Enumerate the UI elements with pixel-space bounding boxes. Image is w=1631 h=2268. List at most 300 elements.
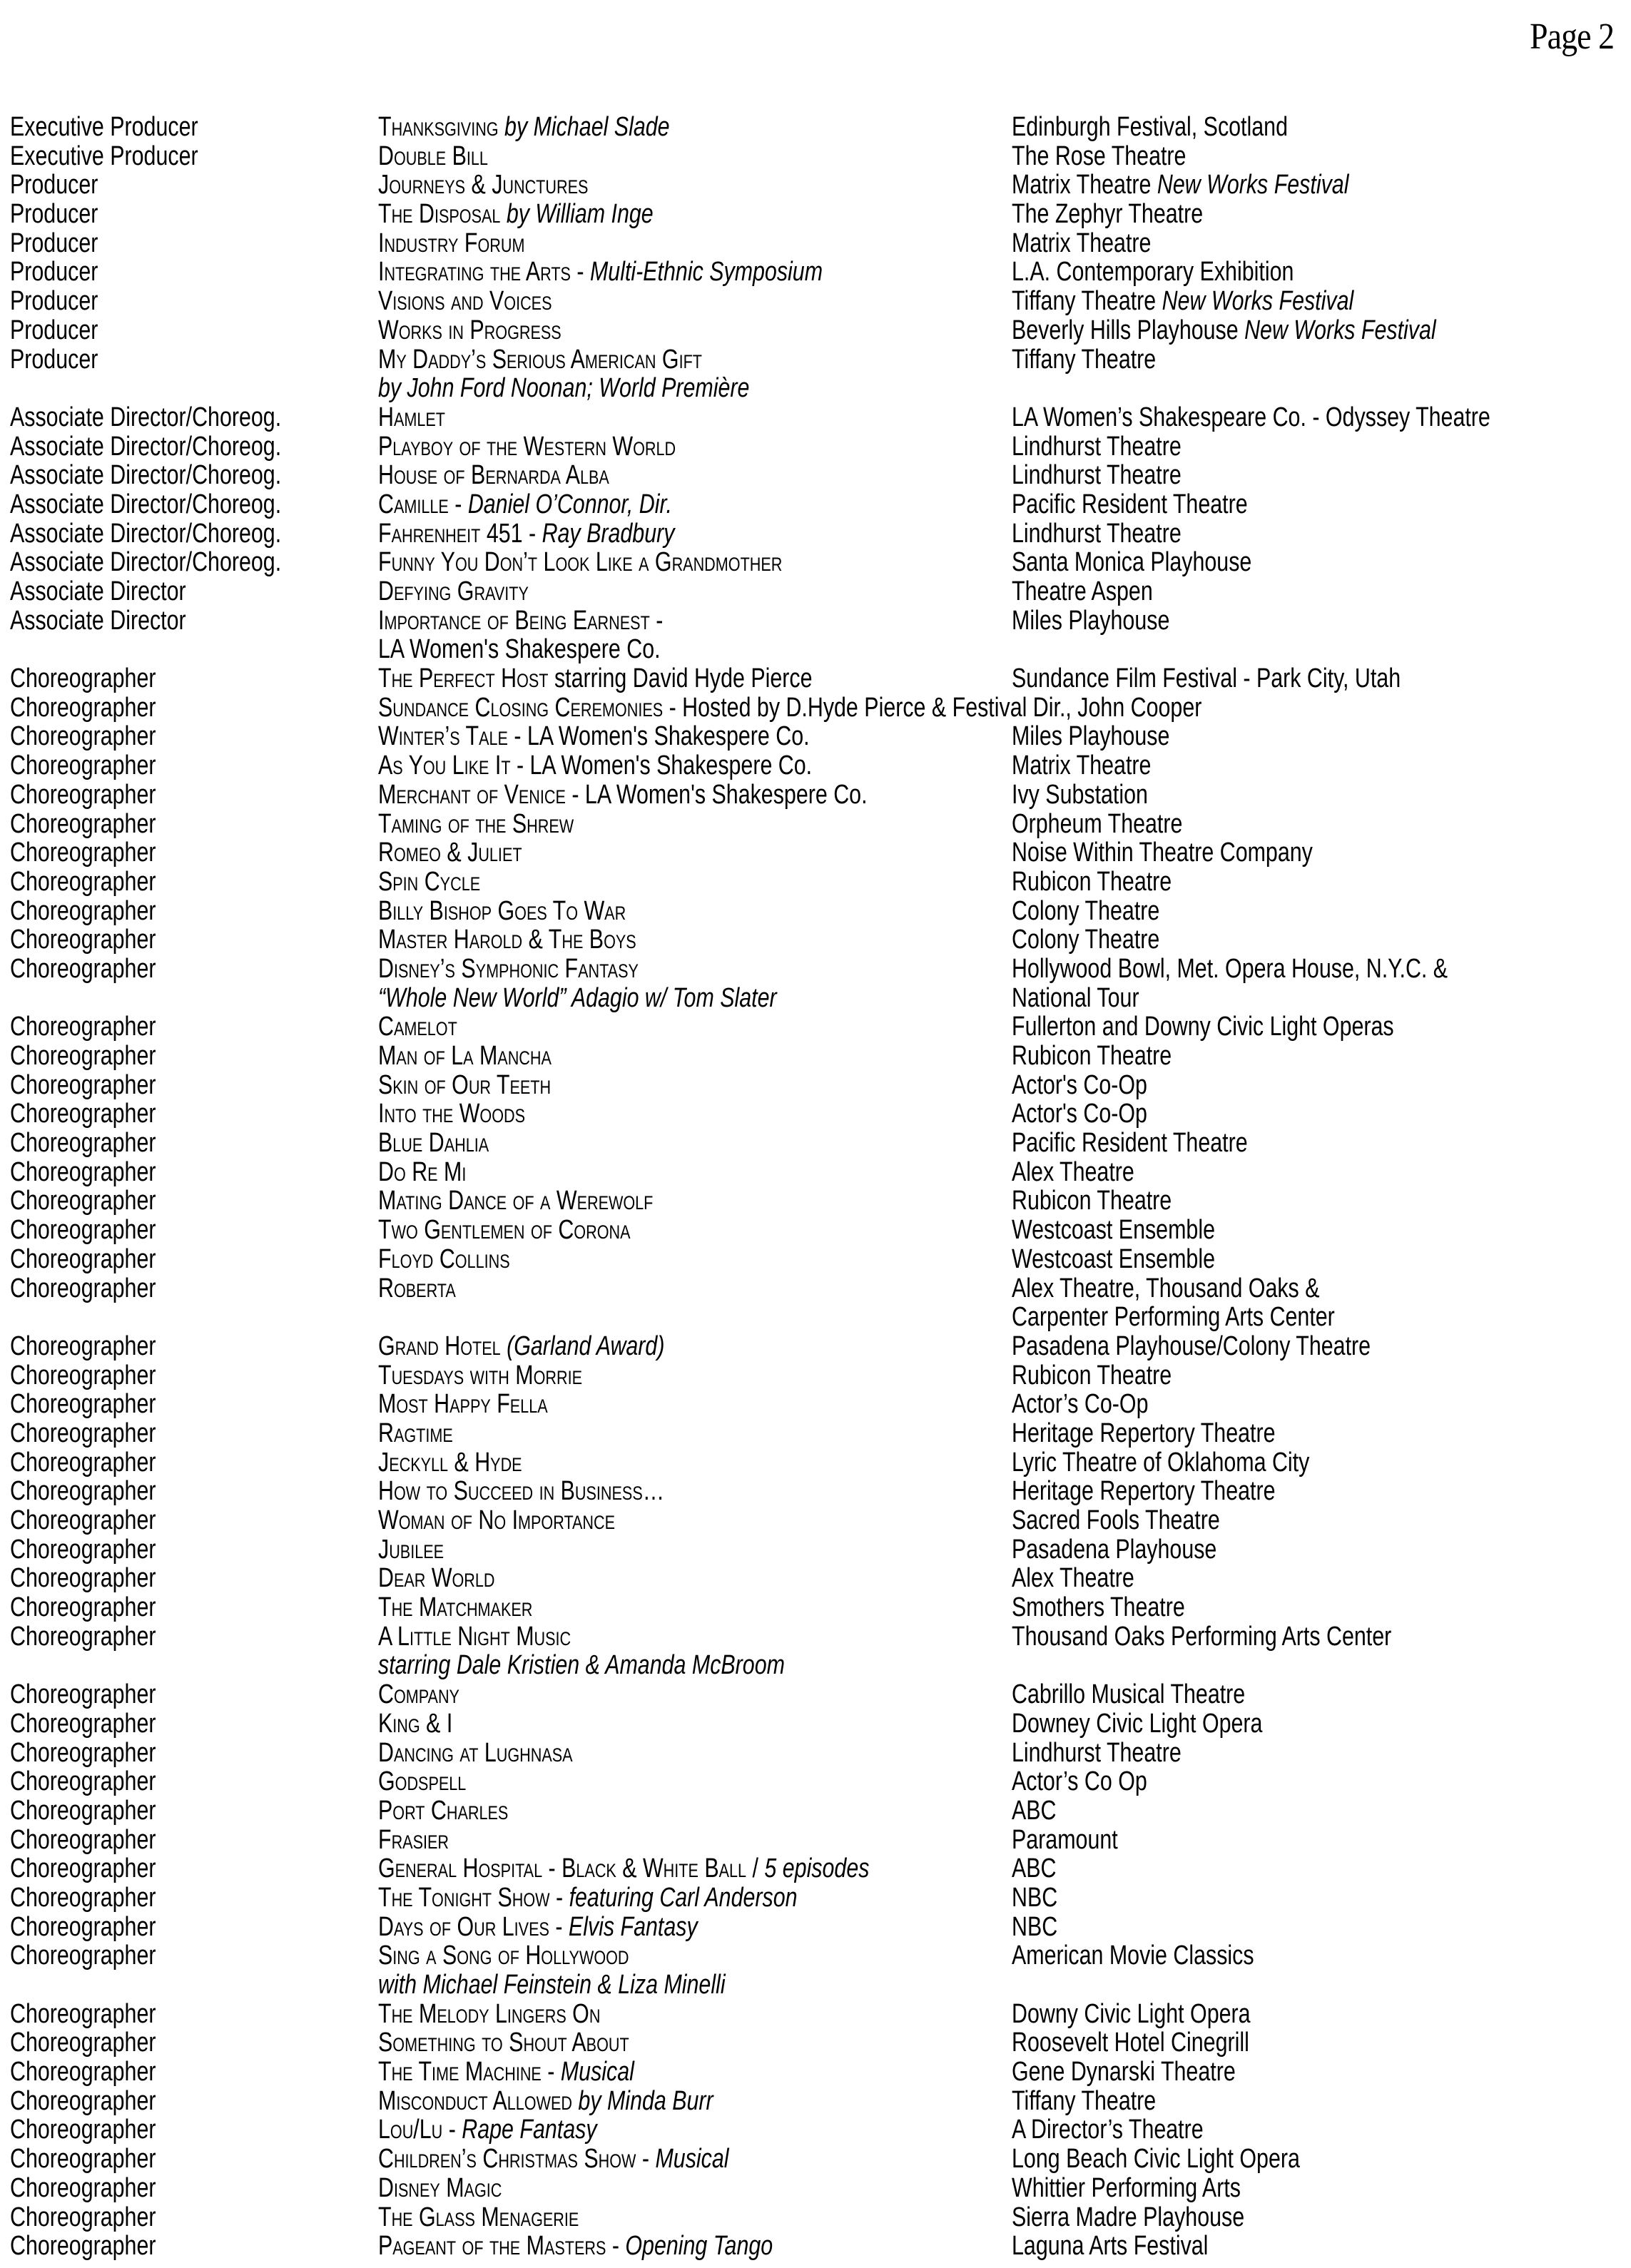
credit-venue bbox=[1012, 2145, 1300, 2174]
credit-venue bbox=[1012, 1186, 1172, 1216]
credit-work bbox=[378, 1361, 582, 1390]
credit-work-segment: starring Dale Kristien & Amanda McBroom bbox=[378, 1650, 785, 1681]
credit-role: Choreographer bbox=[10, 1853, 156, 1884]
credit-work-segment: As You Like It bbox=[378, 751, 511, 781]
credit-role: Choreographer bbox=[10, 953, 156, 984]
credit-venue bbox=[1012, 1535, 1216, 1565]
credit-work bbox=[378, 1883, 798, 1913]
credit-venue bbox=[1012, 1680, 1245, 1709]
credit-work bbox=[378, 1274, 456, 1303]
credit-role: Choreographer bbox=[10, 663, 156, 694]
credit-work-segment: General Hospital - Black & White Ball bbox=[378, 1853, 747, 1884]
credit-work bbox=[378, 258, 823, 287]
credit-venue-segment: Downy Civic Light Opera bbox=[1012, 1998, 1251, 2029]
credit-role: Choreographer bbox=[10, 1418, 156, 1448]
credit-row bbox=[0, 1477, 1631, 1506]
credit-row bbox=[0, 1506, 1631, 1535]
credit-work bbox=[378, 955, 639, 984]
credit-venue bbox=[1012, 838, 1313, 868]
credit-venue-segment: Sundance Film Festival - Park City, Utah bbox=[1012, 663, 1401, 694]
credit-work-segment: Spin Cycle bbox=[378, 866, 481, 897]
credit-row bbox=[0, 1680, 1631, 1709]
credit-venue-segment: Rubicon Theatre bbox=[1012, 1360, 1172, 1390]
credit-work bbox=[378, 606, 663, 636]
credit-venue-segment: Lindhurst Theatre bbox=[1012, 460, 1182, 491]
credit-row bbox=[0, 810, 1631, 839]
credit-work-segment: Mating Dance of a Werewolf bbox=[378, 1186, 654, 1216]
credit-venue-segment: The Rose Theatre bbox=[1012, 141, 1187, 171]
credit-venue-segment: A Director’s Theatre bbox=[1012, 2115, 1204, 2145]
credit-work-segment: Misconduct Allowed bbox=[378, 2085, 572, 2116]
credit-work-segment: House of Bernarda Alba bbox=[378, 460, 609, 491]
credit-venue bbox=[1012, 1071, 1147, 1100]
credit-venue bbox=[1012, 1593, 1185, 1622]
credit-row bbox=[0, 1739, 1631, 1768]
credit-work-segment: How to Succeed in Business… bbox=[378, 1476, 665, 1507]
credit-work bbox=[378, 897, 626, 926]
credit-venue bbox=[1012, 1158, 1134, 1187]
credit-work-segment: Thanksgiving bbox=[378, 112, 499, 142]
credit-role: Choreographer bbox=[10, 925, 156, 955]
credit-row bbox=[0, 2058, 1631, 2087]
credit-venue bbox=[1012, 1332, 1371, 1361]
credit-venue bbox=[1012, 1883, 1057, 1913]
credit-venue-segment: Pasadena Playhouse/Colony Theatre bbox=[1012, 1331, 1371, 1361]
credit-row bbox=[0, 229, 1631, 258]
credit-venue bbox=[1012, 1739, 1182, 1768]
credit-venue bbox=[1012, 897, 1159, 926]
credit-work bbox=[378, 1332, 664, 1361]
credit-work-segment: - LA Women's Shakespere Co. bbox=[510, 751, 813, 781]
credit-venue bbox=[1012, 1042, 1172, 1071]
credit-venue-segment: American Movie Classics bbox=[1012, 1941, 1254, 1971]
credit-work-segment: - bbox=[448, 489, 468, 519]
credit-venue bbox=[1012, 2000, 1251, 2029]
credit-work-segment: Disney Magic bbox=[378, 2172, 502, 2203]
credit-venue-segment: Ivy Substation bbox=[1012, 779, 1148, 810]
credit-venue bbox=[1012, 955, 1448, 984]
credit-work-segment: Lou/Lu bbox=[378, 2115, 443, 2145]
credit-work bbox=[378, 1593, 532, 1622]
credit-role: Choreographer bbox=[10, 2172, 156, 2203]
credit-row bbox=[0, 316, 1631, 345]
credit-row bbox=[0, 2174, 1631, 2203]
credit-venue-segment: Rubicon Theatre bbox=[1012, 1041, 1172, 1071]
credit-row bbox=[0, 984, 1631, 1013]
credit-work-segment: - bbox=[570, 257, 590, 288]
credit-work-segment: Importance of Being Earnest bbox=[378, 605, 650, 636]
credit-work bbox=[378, 780, 868, 810]
credit-venue bbox=[1012, 868, 1172, 897]
credit-role: Choreographer bbox=[10, 751, 156, 781]
credit-venue-segment: Hollywood Bowl, Met. Opera House, N.Y.C. & bbox=[1012, 953, 1448, 984]
credit-role: Producer bbox=[10, 228, 98, 258]
credit-row bbox=[0, 838, 1631, 868]
credit-work-segment: Dancing at Lughnasa bbox=[378, 1737, 573, 1768]
credit-work bbox=[378, 316, 562, 345]
credit-venue-segment: Thousand Oaks Performing Arts Center bbox=[1012, 1621, 1392, 1652]
credit-work bbox=[378, 693, 1201, 723]
credit-work bbox=[378, 2087, 713, 2116]
credit-venue-segment: Actor’s Co-Op bbox=[1012, 1389, 1149, 1420]
credit-venue bbox=[1012, 432, 1182, 462]
credit-venue-segment: Actor's Co-Op bbox=[1012, 1069, 1147, 1100]
credit-venue bbox=[1012, 2058, 1236, 2087]
credit-work bbox=[378, 1448, 522, 1478]
credit-work-segment: Two Gentlemen of Corona bbox=[378, 1215, 631, 1246]
credit-venue-segment: ABC bbox=[1012, 1853, 1057, 1884]
credit-row bbox=[0, 635, 1631, 664]
credit-row bbox=[0, 1593, 1631, 1622]
credit-row bbox=[0, 548, 1631, 577]
credit-venue-segment: National Tour bbox=[1012, 982, 1139, 1013]
credit-work-segment: Works in Progress bbox=[378, 315, 562, 345]
credit-venue bbox=[1012, 1941, 1254, 1970]
credit-venue-segment: Carpenter Performing Arts Center bbox=[1012, 1302, 1335, 1333]
credit-row bbox=[0, 432, 1631, 462]
credit-venue-segment: Alex Theatre bbox=[1012, 1156, 1134, 1187]
credit-role: Choreographer bbox=[10, 2144, 156, 2175]
credit-role: Associate Director/Choreog. bbox=[10, 431, 282, 462]
credit-work bbox=[378, 577, 529, 606]
credit-work-segment: Journeys & Junctures bbox=[378, 170, 589, 200]
credit-work bbox=[378, 1042, 552, 1071]
credit-work bbox=[378, 1535, 444, 1565]
credit-venue bbox=[1012, 2087, 1156, 2116]
credit-venue-segment: Pacific Resident Theatre bbox=[1012, 1128, 1248, 1159]
credit-work-segment: Into the Woods bbox=[378, 1099, 526, 1129]
credit-role: Producer bbox=[10, 257, 98, 288]
credit-row bbox=[0, 1913, 1631, 1942]
credit-work-segment: Musical bbox=[560, 2057, 634, 2088]
credit-venue-segment: Rubicon Theatre bbox=[1012, 1186, 1172, 1216]
credit-venue bbox=[1012, 577, 1153, 606]
credit-venue-segment: Sierra Madre Playhouse bbox=[1012, 2202, 1245, 2232]
credit-venue bbox=[1012, 1767, 1147, 1796]
credit-work bbox=[378, 142, 488, 171]
credit-venue bbox=[1012, 1854, 1057, 1883]
credit-venue-segment: Pasadena Playhouse bbox=[1012, 1534, 1217, 1565]
credit-work-segment: Floyd Collins bbox=[378, 1244, 510, 1274]
credit-role: Choreographer bbox=[10, 808, 156, 839]
credit-work-segment: Romeo & Juliet bbox=[378, 838, 522, 868]
credit-work-segment: Merchant of Venice bbox=[378, 779, 566, 810]
credit-row bbox=[0, 519, 1631, 549]
credit-work-segment: Billy Bishop Goes To War bbox=[378, 895, 626, 926]
credit-venue bbox=[1012, 403, 1490, 432]
credit-row bbox=[0, 1941, 1631, 1970]
credit-venue-segment: Smothers Theatre bbox=[1012, 1592, 1185, 1623]
credit-work-segment: Dear World bbox=[378, 1563, 495, 1594]
credit-role: Choreographer bbox=[10, 2057, 156, 2088]
credit-role: Choreographer bbox=[10, 1882, 156, 1913]
credit-venue-segment: Heritage Repertory Theatre bbox=[1012, 1476, 1276, 1507]
credit-venue bbox=[1012, 113, 1288, 142]
credit-role: Producer bbox=[10, 344, 98, 375]
credit-venue bbox=[1012, 925, 1159, 955]
credit-work-segment: Multi-Ethnic Symposium bbox=[589, 257, 823, 288]
credit-work-segment: by William Inge bbox=[500, 199, 654, 230]
credit-work-segment: Most Happy Fella bbox=[378, 1389, 548, 1420]
credit-row bbox=[0, 1651, 1631, 1680]
credit-venue-segment: Tiffany Theatre bbox=[1012, 2085, 1157, 2116]
credit-work bbox=[378, 432, 676, 462]
credit-row bbox=[0, 897, 1631, 926]
credit-work-segment: Elvis Fantasy bbox=[568, 1911, 698, 1942]
credit-work-segment: Pageant of the Masters bbox=[378, 2231, 606, 2262]
credit-role: Choreographer bbox=[10, 1563, 156, 1594]
credit-work-segment: Taming of the Shrew bbox=[378, 808, 574, 839]
credit-venue bbox=[1012, 1622, 1391, 1652]
credit-work-segment: Ragtime bbox=[378, 1418, 453, 1448]
credit-row bbox=[0, 1448, 1631, 1478]
credit-venue bbox=[1012, 1216, 1215, 1245]
credit-venue bbox=[1012, 751, 1151, 780]
credit-work-segment: by Minda Burr bbox=[571, 2085, 713, 2116]
credit-role: Choreographer bbox=[10, 1708, 156, 1739]
credit-role: Choreographer bbox=[10, 1679, 156, 1710]
credit-venue-segment: Long Beach Civic Light Opera bbox=[1012, 2144, 1300, 2175]
credit-work-segment: by Michael Slade bbox=[498, 112, 670, 142]
credit-venue-segment: Lindhurst Theatre bbox=[1012, 431, 1182, 462]
credit-row bbox=[0, 345, 1631, 375]
credit-row bbox=[0, 2232, 1631, 2261]
credit-work bbox=[378, 1390, 548, 1419]
credit-work-segment: - Hosted by D.Hyde Pierce & Festival Dir., John Cooper bbox=[663, 692, 1202, 723]
credit-work bbox=[378, 984, 777, 1013]
credit-work-segment: Defying Gravity bbox=[378, 576, 529, 606]
credit-work-segment: Man of La Mancha bbox=[378, 1041, 552, 1071]
credit-work bbox=[378, 2145, 729, 2174]
credit-row bbox=[0, 1274, 1631, 1303]
credit-work bbox=[378, 1651, 785, 1680]
credit-work-segment: Disney’s Symphonic Fantasy bbox=[378, 953, 639, 984]
credit-work bbox=[378, 1419, 453, 1448]
credit-work-segment: 5 episodes bbox=[764, 1853, 870, 1884]
credit-venue bbox=[1012, 345, 1156, 375]
credit-role: Associate Director/Choreog. bbox=[10, 460, 282, 491]
credit-venue-segment: Pacific Resident Theatre bbox=[1012, 489, 1248, 519]
credit-row bbox=[0, 1826, 1631, 1855]
credit-work-segment: - bbox=[649, 605, 664, 636]
credit-venue bbox=[1012, 287, 1353, 316]
credit-work-segment: Camelot bbox=[378, 1012, 457, 1042]
credit-venue-segment: Whittier Performing Arts bbox=[1012, 2172, 1241, 2203]
credit-row bbox=[0, 780, 1631, 810]
credit-work bbox=[378, 345, 702, 375]
credit-work-segment: The Tonight Show bbox=[378, 1882, 550, 1913]
credit-row bbox=[0, 1012, 1631, 1042]
credit-row bbox=[0, 1332, 1631, 1361]
credit-venue-segment: ABC bbox=[1012, 1795, 1057, 1826]
credit-venue bbox=[1012, 2232, 1208, 2261]
credit-venue bbox=[1012, 810, 1182, 839]
credit-work-segment: Rape Fantasy bbox=[462, 2115, 597, 2145]
credit-role: Choreographer bbox=[10, 692, 156, 723]
credit-work-segment: Woman of No Importance bbox=[378, 1505, 616, 1535]
credit-work-segment: The Melody Lingers On bbox=[378, 1998, 601, 2029]
credit-work bbox=[378, 1796, 508, 1826]
credit-row bbox=[0, 606, 1631, 636]
credit-work bbox=[378, 1622, 571, 1652]
credit-row bbox=[0, 1390, 1631, 1419]
credit-venue-segment: Actor’s Co Op bbox=[1012, 1766, 1147, 1797]
credit-venue-segment: Roosevelt Hotel Cinegrill bbox=[1012, 2028, 1249, 2058]
credit-role: Executive Producer bbox=[10, 141, 198, 171]
credit-role: Producer bbox=[10, 170, 98, 200]
credit-role: Choreographer bbox=[10, 1331, 156, 1361]
credit-work-segment: Children’s Christmas Show bbox=[378, 2144, 636, 2175]
credit-work bbox=[378, 2115, 597, 2145]
credit-venue bbox=[1012, 1274, 1319, 1303]
credit-work bbox=[378, 925, 636, 955]
credit-venue bbox=[1012, 1012, 1394, 1042]
credit-row bbox=[0, 2203, 1631, 2232]
credit-work-segment: (Garland Award) bbox=[500, 1331, 665, 1361]
credit-work-segment: by John Ford Noonan; World Première bbox=[378, 373, 750, 404]
credit-work-segment: Musical bbox=[655, 2144, 729, 2175]
credit-work-segment: Sing a Song of Hollywood bbox=[378, 1941, 629, 1971]
credit-venue bbox=[1012, 1709, 1262, 1739]
credit-work bbox=[378, 461, 609, 490]
credit-venue bbox=[1012, 1390, 1148, 1419]
credit-work bbox=[378, 1854, 869, 1883]
credit-venue-segment: The Zephyr Theatre bbox=[1012, 199, 1204, 230]
credit-venue bbox=[1012, 316, 1436, 345]
credit-venue-segment: Lindhurst Theatre bbox=[1012, 1737, 1182, 1768]
credit-work-segment: Hamlet bbox=[378, 402, 445, 432]
credit-row bbox=[0, 1709, 1631, 1739]
credit-work bbox=[378, 200, 654, 229]
credit-work-segment: Integrating the Arts bbox=[378, 257, 571, 288]
credit-row bbox=[0, 258, 1631, 287]
credit-venue bbox=[1012, 1419, 1276, 1448]
credit-role: Choreographer bbox=[10, 2231, 156, 2262]
credit-role: Choreographer bbox=[10, 1244, 156, 1274]
credit-role: Choreographer bbox=[10, 1505, 156, 1535]
credit-row bbox=[0, 868, 1631, 897]
credit-role: Producer bbox=[10, 199, 98, 230]
credit-work bbox=[378, 548, 782, 577]
credit-work-segment: Double Bill bbox=[378, 141, 488, 171]
credit-work bbox=[378, 519, 674, 549]
credit-role: Choreographer bbox=[10, 1273, 156, 1303]
credit-row bbox=[0, 142, 1631, 171]
credit-role: Choreographer bbox=[10, 2202, 156, 2232]
credit-work-segment: Opening Tango bbox=[625, 2231, 773, 2262]
credit-work-segment: 451 - bbox=[480, 518, 542, 549]
credit-work-segment: Winter’s Tale bbox=[378, 721, 508, 752]
credit-work-segment: Blue Dahlia bbox=[378, 1128, 489, 1159]
credit-work-segment: - LA Women's Shakespere Co. bbox=[507, 721, 810, 752]
credit-venue bbox=[1012, 171, 1348, 200]
credit-venue-segment: L.A. Contemporary Exhibition bbox=[1012, 257, 1294, 288]
credit-venue bbox=[1012, 664, 1401, 693]
credit-work-segment: My Daddy’s Serious American Gift bbox=[378, 344, 702, 375]
credit-venue-segment: Actor's Co-Op bbox=[1012, 1099, 1147, 1129]
credit-work bbox=[378, 1564, 495, 1593]
credit-work bbox=[378, 1477, 664, 1506]
credit-row bbox=[0, 1158, 1631, 1187]
credit-row bbox=[0, 403, 1631, 432]
credit-venue-segment: Orpheum Theatre bbox=[1012, 808, 1183, 839]
credit-venue bbox=[1012, 1564, 1134, 1593]
credit-work bbox=[378, 2174, 502, 2203]
credit-venue-segment: New Works Festival bbox=[1244, 315, 1436, 345]
credit-venue-segment: Noise Within Theatre Company bbox=[1012, 838, 1313, 868]
credit-work bbox=[378, 1186, 653, 1216]
credit-venue bbox=[1012, 2174, 1241, 2203]
credit-work-segment: Godspell bbox=[378, 1766, 467, 1797]
credit-row bbox=[0, 287, 1631, 316]
credit-venue bbox=[1012, 1826, 1118, 1855]
credit-role: Choreographer bbox=[10, 779, 156, 810]
credit-role: Choreographer bbox=[10, 1621, 156, 1652]
credit-row bbox=[0, 1216, 1631, 1245]
credit-work-segment: Playboy of the Western World bbox=[378, 431, 676, 462]
credit-work-segment: Something to Shout About bbox=[378, 2028, 629, 2058]
credit-venue bbox=[1012, 1913, 1057, 1942]
credit-venue bbox=[1012, 1303, 1335, 1332]
credit-venue bbox=[1012, 142, 1186, 171]
credit-work bbox=[378, 722, 810, 751]
credit-work bbox=[378, 1680, 459, 1709]
credit-work bbox=[378, 1071, 551, 1100]
credit-venue-segment: Westcoast Ensemble bbox=[1012, 1215, 1215, 1246]
credit-row bbox=[0, 200, 1631, 229]
credit-work bbox=[378, 171, 588, 200]
credit-work bbox=[378, 113, 670, 142]
credit-venue bbox=[1012, 1099, 1147, 1129]
credit-venue-segment: Tiffany Theatre bbox=[1012, 344, 1157, 375]
credit-work-segment: - bbox=[549, 1911, 569, 1942]
credit-row bbox=[0, 1186, 1631, 1216]
credit-work-segment: The Disposal bbox=[378, 199, 501, 230]
credit-role: Associate Director/Choreog. bbox=[10, 489, 282, 519]
credit-role: Choreographer bbox=[10, 1534, 156, 1565]
credit-role: Executive Producer bbox=[10, 112, 198, 142]
credit-venue bbox=[1012, 1506, 1220, 1535]
credit-role: Choreographer bbox=[10, 1592, 156, 1623]
credit-work-segment: Industry Forum bbox=[378, 228, 525, 258]
credit-work-segment: - bbox=[636, 2144, 656, 2175]
credit-venue bbox=[1012, 229, 1151, 258]
credit-work bbox=[378, 1129, 489, 1158]
credit-row bbox=[0, 751, 1631, 780]
credit-work bbox=[378, 1012, 457, 1042]
credit-role: Choreographer bbox=[10, 1186, 156, 1216]
credit-row bbox=[0, 1796, 1631, 1826]
credit-row bbox=[0, 664, 1631, 693]
credit-venue-segment: Lyric Theatre of Oklahoma City bbox=[1012, 1447, 1310, 1478]
credit-work-segment: Frasier bbox=[378, 1824, 449, 1855]
credit-work-segment: - bbox=[541, 2057, 561, 2088]
credit-work-segment: LA Women's Shakespere Co. bbox=[378, 634, 661, 665]
credit-role: Associate Director bbox=[10, 576, 186, 606]
credit-venue bbox=[1012, 2203, 1244, 2232]
credit-row bbox=[0, 1419, 1631, 1448]
credit-role: Choreographer bbox=[10, 1941, 156, 1971]
credit-venue-segment: Beverly Hills Playhouse bbox=[1012, 315, 1245, 345]
credit-venue-segment: Downey Civic Light Opera bbox=[1012, 1708, 1263, 1739]
credit-work bbox=[378, 2058, 634, 2087]
credit-venue bbox=[1012, 519, 1182, 549]
credit-work bbox=[378, 2000, 600, 2029]
credit-work-segment: featuring Carl Anderson bbox=[569, 1882, 798, 1913]
credit-role: Choreographer bbox=[10, 1795, 156, 1826]
credit-role: Producer bbox=[10, 315, 98, 345]
credit-row bbox=[0, 2115, 1631, 2145]
